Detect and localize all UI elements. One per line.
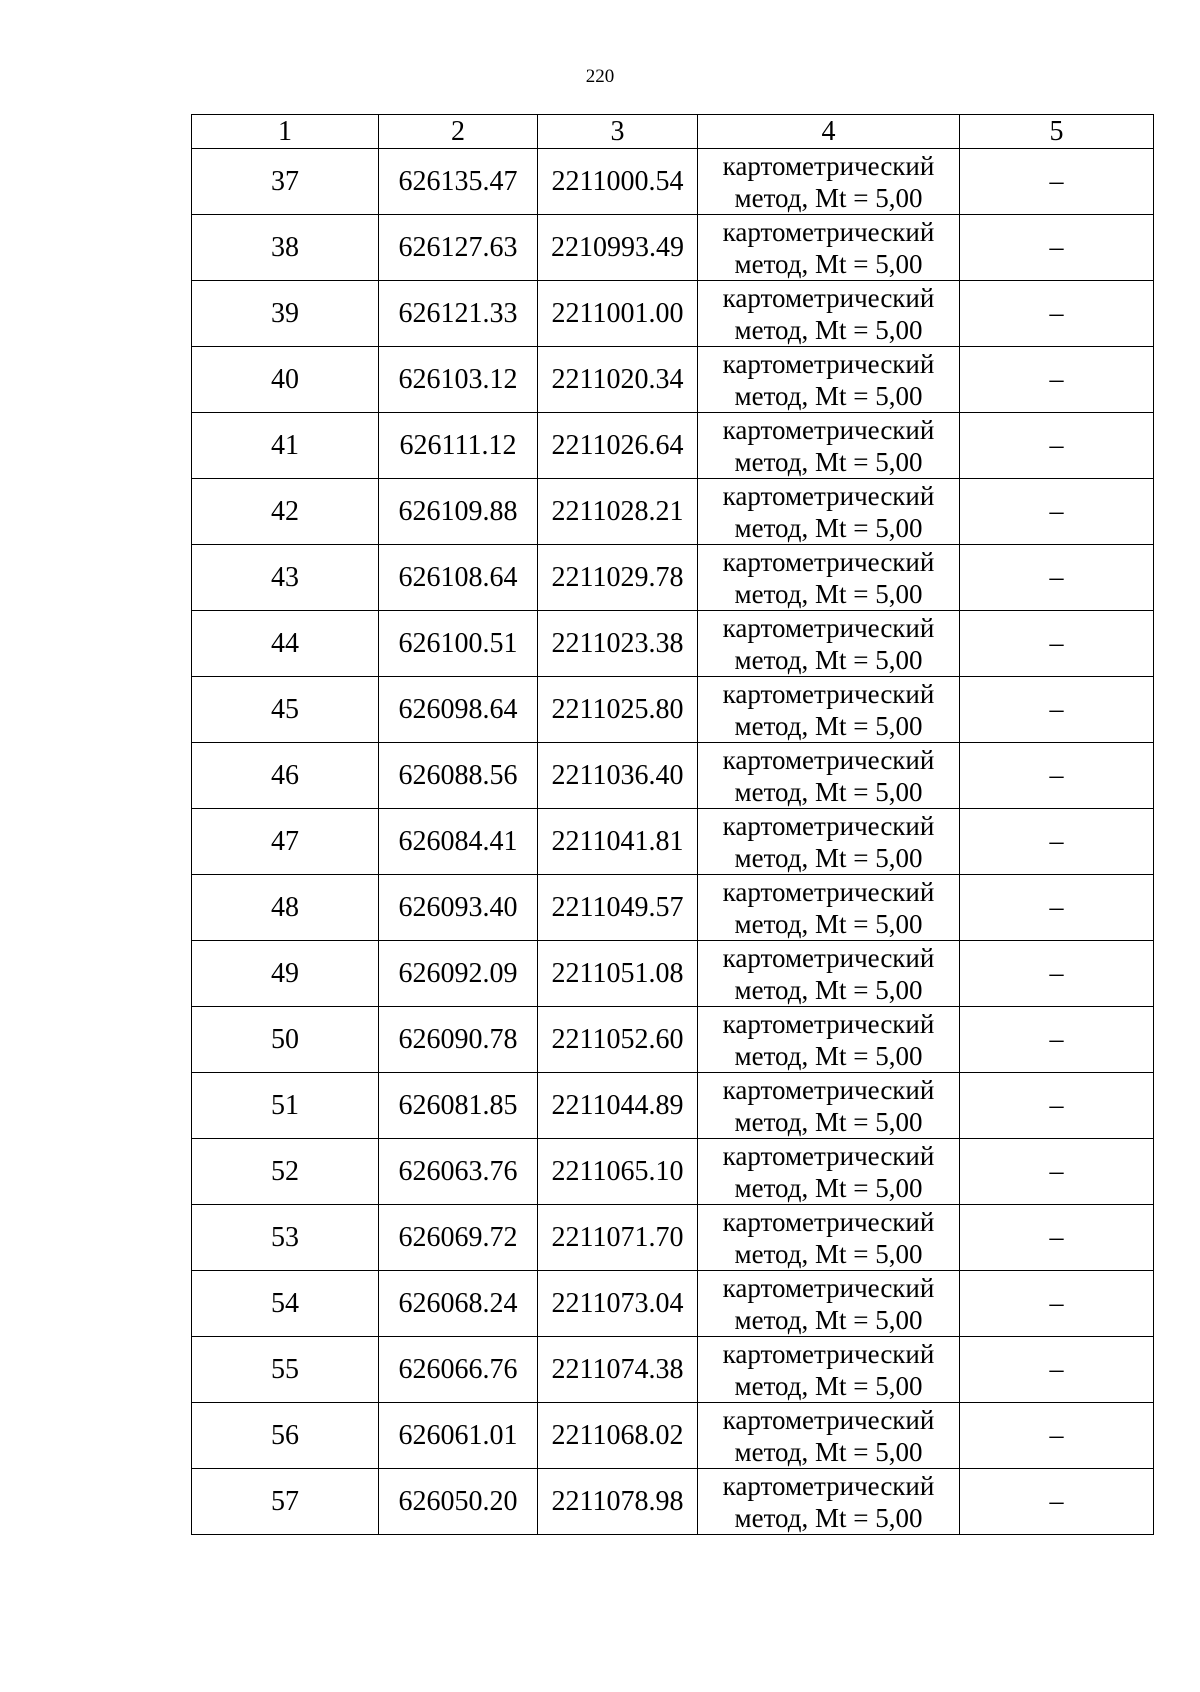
coordinate-x-cell: 626121.33 — [379, 281, 538, 347]
coordinate-x-cell: 626068.24 — [379, 1271, 538, 1337]
method-line-1: картометрический — [722, 612, 935, 643]
note-cell: – — [960, 1007, 1154, 1073]
method-cell — [698, 941, 960, 1007]
point-number-cell: 37 — [192, 149, 379, 215]
method-cell — [698, 413, 960, 479]
coordinate-x-cell: 626127.63 — [379, 215, 538, 281]
point-number-cell: 49 — [192, 941, 379, 1007]
method-line-1: картометрический — [722, 1470, 935, 1501]
method-cell — [698, 1403, 960, 1469]
table-row — [192, 1139, 1154, 1205]
method-line-2: метод, Mt = 5,00 — [734, 1106, 923, 1137]
method-line-2: метод, Mt = 5,00 — [734, 710, 923, 741]
method-line-1: картометрический — [722, 1338, 935, 1369]
coordinate-y-cell: 2211051.08 — [538, 941, 698, 1007]
note-cell: – — [960, 677, 1154, 743]
method-line-2: метод, Mt = 5,00 — [734, 1304, 923, 1335]
coordinate-x-cell: 626093.40 — [379, 875, 538, 941]
method-line-2: метод, Mt = 5,00 — [734, 1370, 923, 1401]
method-line-1: картометрический — [722, 150, 935, 181]
table-row — [192, 413, 1154, 479]
table-row — [192, 479, 1154, 545]
method-line-2: метод, Mt = 5,00 — [734, 182, 923, 213]
coordinate-y-cell: 2211036.40 — [538, 743, 698, 809]
note-cell: – — [960, 1205, 1154, 1271]
coordinate-x-cell: 626135.47 — [379, 149, 538, 215]
method-cell — [698, 875, 960, 941]
point-number-cell: 52 — [192, 1139, 379, 1205]
coordinate-y-cell: 2211023.38 — [538, 611, 698, 677]
note-cell: – — [960, 281, 1154, 347]
coordinate-y-cell: 2211068.02 — [538, 1403, 698, 1469]
coordinate-y-cell: 2211078.98 — [538, 1469, 698, 1535]
coordinate-x-cell: 626098.64 — [379, 677, 538, 743]
method-line-2: метод, Mt = 5,00 — [734, 776, 923, 807]
coordinates-table — [191, 114, 1154, 1535]
method-line-2: метод, Mt = 5,00 — [734, 578, 923, 609]
point-number-cell: 57 — [192, 1469, 379, 1535]
method-line-1: картометрический — [722, 348, 935, 379]
method-line-2: метод, Mt = 5,00 — [734, 1172, 923, 1203]
method-cell — [698, 1469, 960, 1535]
point-number-cell: 53 — [192, 1205, 379, 1271]
point-number-cell: 40 — [192, 347, 379, 413]
table-row — [192, 1205, 1154, 1271]
header-col-4: 4 — [698, 115, 960, 149]
method-line-1: картометрический — [722, 216, 935, 247]
note-cell: – — [960, 1469, 1154, 1535]
coordinate-y-cell: 2211001.00 — [538, 281, 698, 347]
coordinate-x-cell: 626061.01 — [379, 1403, 538, 1469]
point-number-cell: 38 — [192, 215, 379, 281]
coordinate-y-cell: 2211029.78 — [538, 545, 698, 611]
method-line-2: метод, Mt = 5,00 — [734, 1040, 923, 1071]
method-line-1: картометрический — [722, 546, 935, 577]
table-row — [192, 215, 1154, 281]
method-line-2: метод, Mt = 5,00 — [734, 1238, 923, 1269]
header-col-2: 2 — [379, 115, 538, 149]
note-cell: – — [960, 545, 1154, 611]
table-row — [192, 941, 1154, 1007]
table-row — [192, 1007, 1154, 1073]
header-col-3: 3 — [538, 115, 698, 149]
coordinate-y-cell: 2211074.38 — [538, 1337, 698, 1403]
method-line-1: картометрический — [722, 810, 935, 841]
method-line-1: картометрический — [722, 678, 935, 709]
table-row — [192, 611, 1154, 677]
note-cell: – — [960, 809, 1154, 875]
method-cell — [698, 149, 960, 215]
note-cell: – — [960, 1139, 1154, 1205]
method-cell — [698, 281, 960, 347]
method-line-2: метод, Mt = 5,00 — [734, 644, 923, 675]
method-line-1: картометрический — [722, 1272, 935, 1303]
coordinate-y-cell: 2211025.80 — [538, 677, 698, 743]
coordinate-y-cell: 2211049.57 — [538, 875, 698, 941]
method-line-2: метод, Mt = 5,00 — [734, 380, 923, 411]
header-col-1: 1 — [192, 115, 379, 149]
table-row — [192, 1271, 1154, 1337]
method-line-2: метод, Mt = 5,00 — [734, 248, 923, 279]
method-line-1: картометрический — [722, 1140, 935, 1171]
table-row — [192, 347, 1154, 413]
note-cell: – — [960, 941, 1154, 1007]
method-cell — [698, 1139, 960, 1205]
table-row — [192, 677, 1154, 743]
coordinate-y-cell: 2211044.89 — [538, 1073, 698, 1139]
point-number-cell: 43 — [192, 545, 379, 611]
note-cell: – — [960, 743, 1154, 809]
coordinate-y-cell: 2211026.64 — [538, 413, 698, 479]
point-number-cell: 56 — [192, 1403, 379, 1469]
header-row — [192, 115, 1154, 149]
method-line-2: метод, Mt = 5,00 — [734, 974, 923, 1005]
point-number-cell: 55 — [192, 1337, 379, 1403]
method-cell — [698, 743, 960, 809]
point-number-cell: 46 — [192, 743, 379, 809]
point-number-cell: 50 — [192, 1007, 379, 1073]
method-cell — [698, 1205, 960, 1271]
table-row — [192, 1337, 1154, 1403]
method-line-1: картометрический — [722, 414, 935, 445]
method-line-2: метод, Mt = 5,00 — [734, 446, 923, 477]
method-line-1: картометрический — [722, 1074, 935, 1105]
table-row — [192, 809, 1154, 875]
point-number-cell: 44 — [192, 611, 379, 677]
table-body — [192, 149, 1154, 1535]
note-cell: – — [960, 1337, 1154, 1403]
coordinate-x-cell: 626088.56 — [379, 743, 538, 809]
coordinate-y-cell: 2211041.81 — [538, 809, 698, 875]
note-cell: – — [960, 1271, 1154, 1337]
coordinate-y-cell: 2210993.49 — [538, 215, 698, 281]
coordinate-x-cell: 626081.85 — [379, 1073, 538, 1139]
point-number-cell: 47 — [192, 809, 379, 875]
method-line-2: метод, Mt = 5,00 — [734, 314, 923, 345]
note-cell: – — [960, 347, 1154, 413]
note-cell: – — [960, 413, 1154, 479]
coordinate-x-cell: 626090.78 — [379, 1007, 538, 1073]
method-line-1: картометрический — [722, 282, 935, 313]
page-number: 220 — [585, 66, 615, 87]
coordinate-x-cell: 626050.20 — [379, 1469, 538, 1535]
method-cell — [698, 479, 960, 545]
method-line-2: метод, Mt = 5,00 — [734, 1502, 923, 1533]
method-line-1: картометрический — [722, 480, 935, 511]
table-row — [192, 1073, 1154, 1139]
coordinate-x-cell: 626100.51 — [379, 611, 538, 677]
note-cell: – — [960, 479, 1154, 545]
method-cell — [698, 215, 960, 281]
coordinate-y-cell: 2211073.04 — [538, 1271, 698, 1337]
coordinate-x-cell: 626103.12 — [379, 347, 538, 413]
table-row — [192, 281, 1154, 347]
table-header — [192, 115, 1154, 149]
note-cell: – — [960, 875, 1154, 941]
method-cell — [698, 1007, 960, 1073]
method-cell — [698, 545, 960, 611]
table-row — [192, 1469, 1154, 1535]
method-line-2: метод, Mt = 5,00 — [734, 908, 923, 939]
point-number-cell: 41 — [192, 413, 379, 479]
point-number-cell: 42 — [192, 479, 379, 545]
method-cell — [698, 611, 960, 677]
table-row — [192, 875, 1154, 941]
method-cell — [698, 1073, 960, 1139]
note-cell: – — [960, 1073, 1154, 1139]
method-line-1: картометрический — [722, 1008, 935, 1039]
coordinate-x-cell: 626109.88 — [379, 479, 538, 545]
note-cell: – — [960, 1403, 1154, 1469]
coordinate-x-cell: 626066.76 — [379, 1337, 538, 1403]
point-number-cell: 45 — [192, 677, 379, 743]
coordinate-y-cell: 2211052.60 — [538, 1007, 698, 1073]
coordinate-x-cell: 626084.41 — [379, 809, 538, 875]
coordinate-x-cell: 626108.64 — [379, 545, 538, 611]
method-line-2: метод, Mt = 5,00 — [734, 842, 923, 873]
note-cell: – — [960, 611, 1154, 677]
method-cell — [698, 677, 960, 743]
coordinate-y-cell: 2211020.34 — [538, 347, 698, 413]
point-number-cell: 39 — [192, 281, 379, 347]
coordinate-y-cell: 2211028.21 — [538, 479, 698, 545]
coordinate-x-cell: 626111.12 — [379, 413, 538, 479]
header-col-5: 5 — [960, 115, 1154, 149]
method-cell — [698, 809, 960, 875]
method-line-2: метод, Mt = 5,00 — [734, 512, 923, 543]
point-number-cell: 51 — [192, 1073, 379, 1139]
point-number-cell: 48 — [192, 875, 379, 941]
method-line-1: картометрический — [722, 1404, 935, 1435]
coordinate-y-cell: 2211065.10 — [538, 1139, 698, 1205]
method-line-2: метод, Mt = 5,00 — [734, 1436, 923, 1467]
method-cell — [698, 1337, 960, 1403]
coordinate-x-cell: 626069.72 — [379, 1205, 538, 1271]
coordinate-x-cell: 626092.09 — [379, 941, 538, 1007]
table-row — [192, 149, 1154, 215]
table-row — [192, 1403, 1154, 1469]
coordinate-x-cell: 626063.76 — [379, 1139, 538, 1205]
coordinate-y-cell: 2211071.70 — [538, 1205, 698, 1271]
method-line-1: картометрический — [722, 942, 935, 973]
method-cell — [698, 347, 960, 413]
method-line-1: картометрический — [722, 744, 935, 775]
table-row — [192, 743, 1154, 809]
point-number-cell: 54 — [192, 1271, 379, 1337]
method-cell — [698, 1271, 960, 1337]
method-line-1: картометрический — [722, 1206, 935, 1237]
table-row — [192, 545, 1154, 611]
coordinate-y-cell: 2211000.54 — [538, 149, 698, 215]
note-cell: – — [960, 215, 1154, 281]
method-line-1: картометрический — [722, 876, 935, 907]
note-cell: – — [960, 149, 1154, 215]
